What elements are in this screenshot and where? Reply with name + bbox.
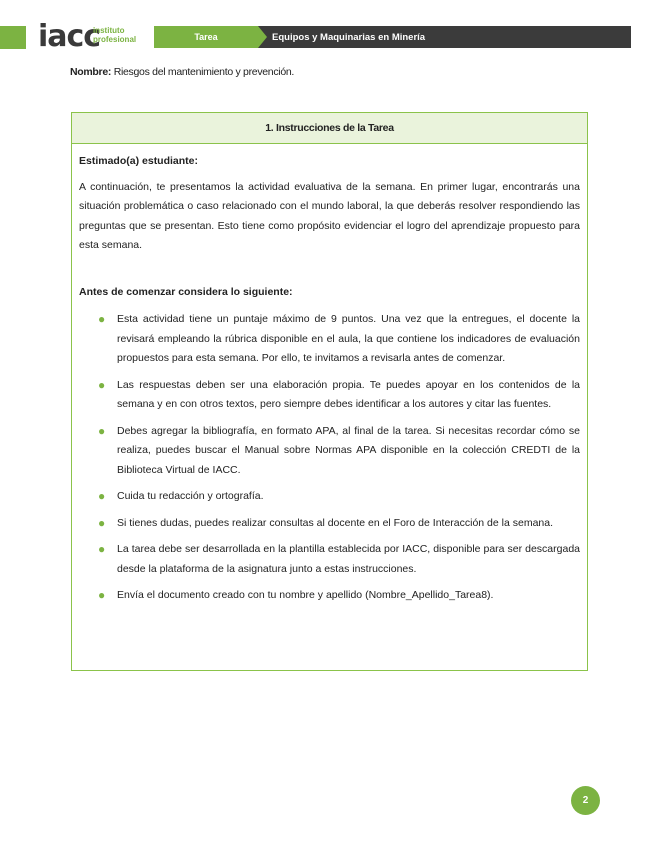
course-title-bar (258, 26, 631, 48)
bullet-icon: ● (98, 542, 106, 556)
list-item (98, 422, 580, 481)
section-title: 1. Instrucciones de la Tarea (72, 113, 587, 144)
bullet-icon: ● (98, 515, 106, 530)
course-title: Equipos y Maquinarias en Minería (272, 31, 426, 43)
bullet-icon: ● (98, 377, 106, 392)
logo-subtitle (93, 26, 153, 44)
list-item-text: Esta actividad tiene un puntaje máximo de 9 puntos. Una vez que la entregues, el docente la revisará empleando la rúbrica disponible en el aula, la que contiene los indicadores de evaluación propuestos para esta semana. Por ello, te invitamos a revisarla antes de comenzar. (117, 313, 580, 364)
instructions-box (71, 112, 588, 671)
list-item-text: Cuida tu redacción y ortografía. (117, 490, 264, 502)
logo-subtitle-line-1: instituto (93, 26, 125, 35)
bullet-icon: ● (98, 423, 106, 438)
instructions-body (72, 144, 587, 606)
logo-wordmark: iacc (38, 19, 101, 54)
before-heading: Antes de comenzar considera lo siguiente: (79, 285, 293, 298)
list-item (98, 514, 580, 534)
list-item-text: Debes agregar la bibliografía, en formato APA, al final de la tarea. Si necesitas recordar cómo se realiza, puedes buscar el Manual sobre Normas APA disponible en la colección CREDTI de la Biblioteca Virtual de IACC. (117, 424, 580, 476)
instruction-list (79, 310, 580, 606)
list-item-text: La tarea debe ser desarrollada en la plantilla establecida por IACC, disponible para ser descargada desde la plataforma de la asignatura junto a estas instrucciones. (117, 543, 580, 575)
intro-paragraph: A continuación, te presentamos la actividad evaluativa de la semana. En primer lugar, encontrarás una situación problemática o caso relacionado con el mundo laboral, la que deberás resolver respondiendo las preguntas que se presentan. Esto tiene como propósito evidenciar el logro del aprendizaje propuesto para esta semana. (79, 180, 580, 251)
nombre-value: Riesgos del mantenimiento y prevención. (113, 66, 295, 78)
greeting: Estimado(a) estudiante: (79, 155, 199, 167)
bullet-icon: ● (98, 312, 106, 326)
bullet-icon: ● (98, 489, 106, 503)
list-item-text: Las respuestas deben ser una elaboración propia. Te puedes apoyar en los contenidos de la semana y en con otros textos, pero siempre debes identificar a los autores y citar las fuentes. (117, 378, 580, 410)
list-item-text: Si tienes dudas, puedes realizar consultas al docente en el Foro de Interacción de la semana. (117, 516, 554, 529)
page-number: 2 (571, 786, 600, 815)
nombre-label: Nombre: (70, 66, 112, 78)
document-name (70, 66, 294, 78)
list-item (98, 376, 580, 415)
bullet-icon: ● (98, 588, 106, 602)
list-item (98, 540, 580, 579)
list-item-text: Envía el documento creado con tu nombre y apellido (Nombre_Apellido_Tarea8). (117, 589, 494, 601)
list-item (98, 487, 580, 507)
list-item (98, 586, 580, 606)
list-item (98, 310, 580, 369)
header-green-square (0, 26, 26, 49)
tarea-tab: Tarea (154, 26, 258, 48)
logo-subtitle-line-2: profesional (93, 35, 137, 44)
